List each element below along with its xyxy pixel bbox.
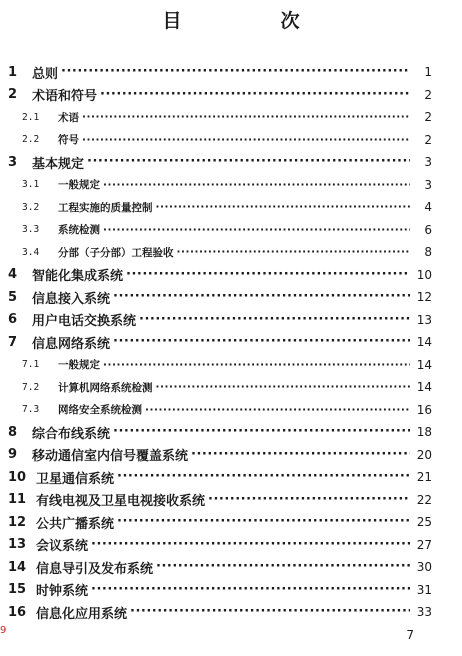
toc-entry-page: 4 — [424, 200, 432, 214]
toc-entry-title: 信息网络系统 — [32, 336, 111, 352]
dot-leader — [82, 130, 410, 150]
toc-entry-number: 8 — [8, 424, 18, 440]
toc-entry-number: 9 — [8, 447, 18, 462]
toc-entry[interactable] — [8, 85, 432, 105]
toc-entry-page: 14 — [416, 335, 432, 349]
toc-entry[interactable] — [8, 107, 432, 127]
toc-entry[interactable] — [8, 220, 432, 240]
dot-leader — [126, 265, 410, 285]
toc-entry-number: 4 — [8, 267, 18, 282]
toc-entry-number: 3.2 — [22, 201, 40, 213]
toc-entry-page: 31 — [416, 582, 432, 597]
toc-entry[interactable] — [8, 400, 432, 420]
toc-entry[interactable] — [8, 355, 432, 375]
dot-leader — [113, 332, 410, 352]
toc-entry-number: 15 — [8, 582, 27, 597]
dot-leader — [61, 62, 410, 82]
toc-entry-number: 13 — [8, 537, 27, 552]
toc-entry-number: 2.1 — [22, 111, 40, 123]
dot-leader — [91, 580, 410, 600]
dot-leader — [156, 197, 411, 217]
toc-entry[interactable] — [8, 467, 432, 487]
toc-entry-title: 总则 — [32, 66, 59, 82]
toc-entry[interactable] — [8, 310, 432, 330]
dot-leader — [139, 310, 410, 330]
dot-leader — [208, 490, 410, 510]
toc-entry-page: 20 — [416, 447, 432, 462]
toc-entry-page: 14 — [416, 357, 432, 372]
toc-entry-number: 2.2 — [22, 134, 40, 145]
toc-entry[interactable] — [8, 152, 432, 172]
dot-leader — [117, 512, 410, 532]
toc-entry-page: 2 — [424, 87, 432, 102]
toc-entry-title: 有线电视及卫星电视接收系统 — [36, 494, 206, 509]
toc-entry-number: 7.1 — [22, 359, 40, 370]
toc-entry-title: 基本规定 — [32, 156, 85, 172]
toc-entry-title: 时钟系统 — [36, 584, 89, 599]
toc-entry-number: 3 — [8, 154, 18, 170]
toc-entry-page: 14 — [416, 380, 432, 394]
toc-entry-title: 网络安全系统检测 — [58, 404, 142, 416]
toc-entry[interactable] — [8, 377, 432, 397]
toc-entry[interactable] — [8, 175, 432, 195]
dot-leader — [156, 377, 411, 397]
toc-entry-page: 33 — [416, 605, 432, 619]
toc-entry[interactable] — [8, 512, 432, 532]
toc-entry[interactable] — [8, 490, 432, 510]
toc-entry[interactable] — [8, 62, 432, 82]
toc-entry-number: 11 — [8, 492, 27, 507]
toc-entry[interactable] — [8, 445, 432, 465]
toc-entry-page: 18 — [416, 425, 432, 439]
toc-entry[interactable] — [8, 242, 432, 262]
toc-entry-page: 6 — [424, 222, 432, 237]
toc-entry[interactable] — [8, 332, 432, 352]
dot-leader — [177, 242, 411, 262]
toc-entry-page: 22 — [416, 492, 432, 507]
toc-entry-number: 3.1 — [22, 179, 40, 190]
toc-entry-title: 公共广播系统 — [36, 516, 115, 532]
toc-entry-number: 7 — [8, 334, 18, 350]
toc-entry[interactable] — [8, 130, 432, 150]
toc-entry-page: 21 — [416, 470, 432, 484]
dot-leader — [130, 602, 410, 622]
toc-entry-page: 8 — [424, 245, 432, 259]
dot-leader — [103, 220, 410, 240]
toc-entry-title: 移动通信室内信号覆盖系统 — [32, 449, 189, 464]
toc-entry-title: 计算机网络系统检测 — [58, 381, 153, 394]
toc-entry[interactable] — [8, 287, 432, 307]
toc-entry-page: 25 — [416, 515, 432, 529]
toc-entry-title: 信息导引及发布系统 — [36, 561, 154, 577]
margin-mark: 9 — [0, 625, 7, 636]
toc-entry-title: 综合布线系统 — [32, 426, 111, 442]
toc-entry-number: 1 — [8, 64, 18, 80]
toc-entry-title: 术语和符号 — [32, 89, 98, 104]
page-number: 7 — [406, 628, 414, 642]
toc-entry-title: 分部（子分部）工程验收 — [58, 246, 174, 259]
toc-entry-number: 2 — [8, 87, 18, 102]
toc-entry-number: 7.2 — [22, 381, 40, 393]
toc-entry-page: 10 — [416, 267, 432, 282]
toc-entry-page: 1 — [424, 65, 432, 79]
dot-leader — [82, 107, 410, 127]
dot-leader — [103, 355, 410, 375]
toc-entry-number: 6 — [8, 312, 18, 327]
toc-entry-title: 一般规定 — [58, 179, 100, 191]
toc-entry[interactable] — [8, 422, 432, 442]
toc-entry-number: 12 — [8, 514, 27, 530]
toc-entry-page: 13 — [416, 312, 432, 327]
toc-entry-title: 信息化应用系统 — [36, 606, 128, 622]
toc-entry-page: 27 — [416, 537, 432, 552]
toc-entry-page: 16 — [416, 402, 432, 417]
toc-entry-title: 符号 — [58, 134, 79, 146]
toc-entry-title: 一般规定 — [58, 359, 100, 371]
toc-entry-number: 10 — [8, 469, 27, 485]
toc-entry[interactable] — [8, 265, 432, 285]
toc-entry-page: 3 — [424, 155, 432, 169]
toc-entry[interactable] — [8, 197, 432, 217]
toc-entry-title: 智能化集成系统 — [32, 269, 124, 284]
dot-leader — [113, 422, 410, 442]
dot-leader — [145, 400, 410, 420]
dot-leader — [91, 535, 410, 555]
toc-entry-number: 5 — [8, 289, 18, 305]
toc-entry-number: 3.3 — [22, 224, 40, 235]
toc-entry[interactable] — [8, 602, 432, 622]
toc-entry-title: 会议系统 — [36, 539, 89, 554]
toc-entry-title: 信息接入系统 — [32, 291, 111, 307]
toc-entry-page: 30 — [416, 560, 432, 574]
toc-entry-number: 7.3 — [22, 404, 40, 415]
toc-entry-page: 3 — [424, 177, 432, 192]
toc-entry-title: 工程实施的质量控制 — [58, 201, 153, 214]
toc-entry-page: 2 — [424, 132, 432, 147]
dot-leader — [113, 287, 410, 307]
toc-entry-number: 16 — [8, 604, 27, 620]
page-title: 目 次 — [162, 10, 340, 32]
toc-entry[interactable] — [8, 535, 432, 555]
toc-entry-title: 用户电话交换系统 — [32, 314, 137, 329]
dot-leader — [100, 85, 410, 105]
toc-entry-title: 卫星通信系统 — [36, 471, 115, 487]
dot-leader — [103, 175, 410, 195]
dot-leader — [87, 152, 410, 172]
toc-entry-number: 14 — [8, 559, 27, 575]
dot-leader — [117, 467, 410, 487]
dot-leader — [156, 557, 410, 577]
toc-entry-page: 12 — [416, 290, 432, 304]
toc-entry-title: 术语 — [58, 111, 79, 124]
toc-entry-title: 系统检测 — [58, 224, 100, 236]
toc-entry[interactable] — [8, 580, 432, 600]
toc-entry-number: 3.4 — [22, 246, 40, 258]
toc-entry-page: 2 — [424, 110, 432, 124]
dot-leader — [191, 445, 410, 465]
toc-entry[interactable] — [8, 557, 432, 577]
